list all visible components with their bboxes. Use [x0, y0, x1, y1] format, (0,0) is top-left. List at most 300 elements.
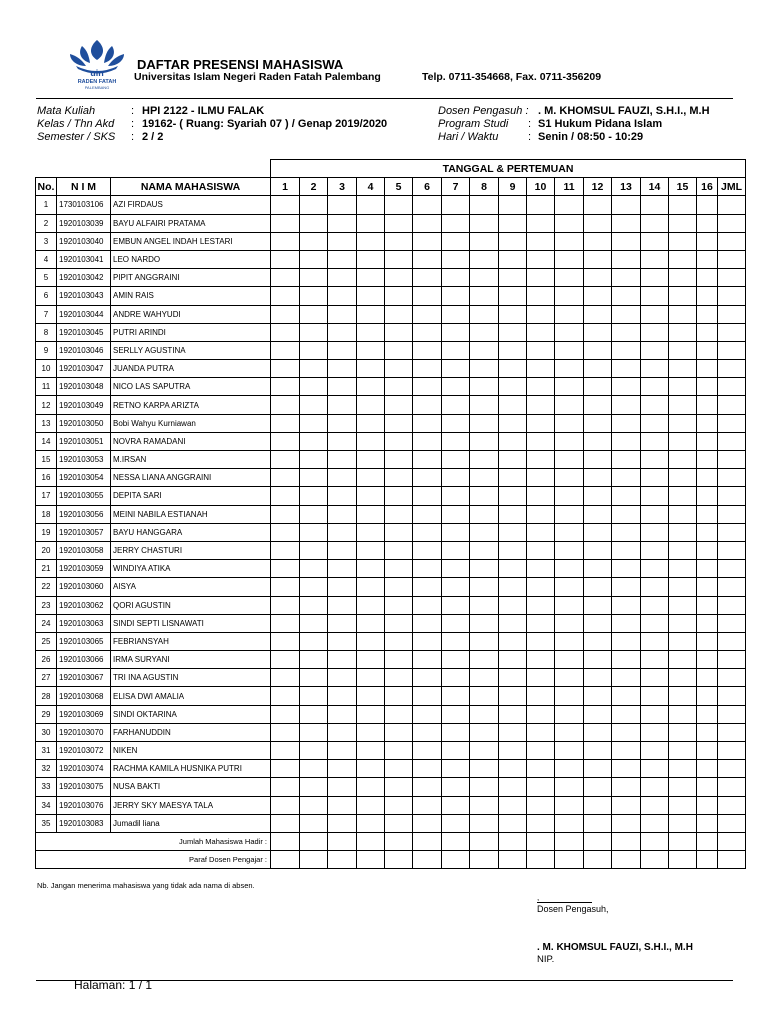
- attendance-cell: [555, 814, 584, 832]
- attendance-cell: [555, 796, 584, 814]
- attendance-cell: [271, 523, 300, 541]
- attendance-cell: [328, 632, 357, 650]
- jml-cell: [718, 323, 746, 341]
- attendance-cell: [669, 742, 697, 760]
- attendance-cell: [470, 196, 499, 214]
- attendance-cell: [612, 341, 641, 359]
- attendance-cell: [499, 596, 527, 614]
- attendance-cell: [697, 196, 718, 214]
- attendance-cell: [470, 360, 499, 378]
- attendance-cell: [328, 432, 357, 450]
- attendance-cell: [385, 760, 413, 778]
- table-row: [36, 614, 746, 632]
- student-name: SINDI OKTARINA: [111, 705, 271, 723]
- attendance-cell: [271, 250, 300, 268]
- attendance-cell: [385, 341, 413, 359]
- attendance-cell: [641, 505, 669, 523]
- attendance-cell: [499, 305, 527, 323]
- attendance-cell: [641, 778, 669, 796]
- attendance-cell: [357, 523, 385, 541]
- table-row: [36, 796, 746, 814]
- attendance-cell: [442, 360, 470, 378]
- info-row-lecturer: Dosen Pengasuh : . M. KHOMSUL FAUZI, S.H.I., M.H: [438, 105, 710, 117]
- attendance-cell: [357, 323, 385, 341]
- attendance-cell: [357, 669, 385, 687]
- attendance-cell: [442, 705, 470, 723]
- attendance-cell: [442, 341, 470, 359]
- attendance-cell: [527, 742, 555, 760]
- jml-cell: [718, 196, 746, 214]
- attendance-cell: [385, 287, 413, 305]
- attendance-cell: [300, 705, 328, 723]
- attendance-cell: [641, 487, 669, 505]
- attendance-cell: [385, 250, 413, 268]
- table-row: [36, 723, 746, 741]
- row-number: 13: [36, 414, 57, 432]
- attendance-cell: [697, 487, 718, 505]
- attendance-cell: [641, 614, 669, 632]
- student-name: M.IRSAN: [111, 451, 271, 469]
- attendance-cell: [499, 396, 527, 414]
- student-nim: 1920103045: [57, 323, 111, 341]
- attendance-cell: [357, 196, 385, 214]
- student-name: TRI INA AGUSTIN: [111, 669, 271, 687]
- attendance-cell: [527, 760, 555, 778]
- footer-cell: [612, 832, 641, 850]
- attendance-cell: [584, 432, 612, 450]
- attendance-cell: [413, 360, 442, 378]
- student-nim: 1920103069: [57, 705, 111, 723]
- attendance-cell: [357, 232, 385, 250]
- attendance-cell: [271, 705, 300, 723]
- attendance-cell: [612, 578, 641, 596]
- attendance-cell: [413, 614, 442, 632]
- attendance-cell: [300, 523, 328, 541]
- attendance-cell: [499, 196, 527, 214]
- attendance-cell: [641, 742, 669, 760]
- student-nim: 1920103043: [57, 287, 111, 305]
- attendance-cell: [612, 651, 641, 669]
- jml-cell: [718, 814, 746, 832]
- attendance-cell: [584, 396, 612, 414]
- attendance-cell: [527, 432, 555, 450]
- attendance-cell: [697, 305, 718, 323]
- attendance-cell: [470, 451, 499, 469]
- header-meeting: 14: [641, 178, 669, 196]
- attendance-cell: [499, 541, 527, 559]
- attendance-cell: [499, 269, 527, 287]
- attendance-cell: [328, 669, 357, 687]
- footer-row-label: Paraf Dosen Pengajar :: [36, 851, 271, 869]
- attendance-cell: [697, 396, 718, 414]
- attendance-cell: [612, 814, 641, 832]
- student-nim: 1920103051: [57, 432, 111, 450]
- footer-cell: [499, 851, 527, 869]
- attendance-cell: [470, 250, 499, 268]
- attendance-cell: [641, 760, 669, 778]
- info-row-class: Kelas / Thn Akd : 19162- ( Ruang: Syariah 07 ) / Genap 2019/2020: [37, 118, 388, 130]
- attendance-cell: [527, 360, 555, 378]
- attendance-cell: [328, 614, 357, 632]
- attendance-cell: [328, 232, 357, 250]
- attendance-cell: [300, 360, 328, 378]
- attendance-cell: [527, 505, 555, 523]
- attendance-cell: [357, 778, 385, 796]
- attendance-cell: [555, 214, 584, 232]
- jml-cell: [718, 632, 746, 650]
- attendance-cell: [612, 469, 641, 487]
- attendance-cell: [271, 414, 300, 432]
- header-no: No.: [36, 178, 57, 196]
- attendance-cell: [612, 560, 641, 578]
- jml-cell: [718, 341, 746, 359]
- attendance-cell: [413, 742, 442, 760]
- attendance-cell: [470, 742, 499, 760]
- signature-place-date: ,: [537, 893, 540, 902]
- student-name: AMIN RAIS: [111, 287, 271, 305]
- student-nim: 1920103041: [57, 250, 111, 268]
- uin-logo: [62, 36, 132, 92]
- table-row: [36, 196, 746, 214]
- jml-cell: [718, 487, 746, 505]
- attendance-cell: [271, 687, 300, 705]
- jml-cell: [718, 287, 746, 305]
- attendance-cell: [527, 705, 555, 723]
- table-row: [36, 669, 746, 687]
- attendance-cell: [612, 269, 641, 287]
- student-nim: 1920103067: [57, 669, 111, 687]
- attendance-cell: [442, 814, 470, 832]
- attendance-cell: [413, 796, 442, 814]
- attendance-cell: [669, 396, 697, 414]
- attendance-cell: [328, 742, 357, 760]
- attendance-cell: [470, 651, 499, 669]
- attendance-cell: [499, 614, 527, 632]
- student-nim: 1920103039: [57, 214, 111, 232]
- attendance-cell: [697, 651, 718, 669]
- attendance-cell: [697, 687, 718, 705]
- attendance-cell: [385, 705, 413, 723]
- attendance-cell: [385, 778, 413, 796]
- table-row: [36, 742, 746, 760]
- jml-cell: [718, 578, 746, 596]
- page-number: Halaman: 1 / 1: [74, 978, 153, 992]
- info-row-program: Program Studi : S1 Hukum Pidana Islam: [438, 118, 663, 130]
- attendance-cell: [357, 760, 385, 778]
- attendance-cell: [328, 814, 357, 832]
- attendance-cell: [328, 523, 357, 541]
- attendance-cell: [527, 541, 555, 559]
- attendance-cell: [527, 214, 555, 232]
- student-nim: 1920103053: [57, 451, 111, 469]
- table-row: [36, 651, 746, 669]
- attendance-cell: [499, 687, 527, 705]
- attendance-cell: [697, 578, 718, 596]
- attendance-cell: [584, 814, 612, 832]
- attendance-cell: [584, 378, 612, 396]
- attendance-cell: [385, 396, 413, 414]
- student-nim: 1920103062: [57, 596, 111, 614]
- attendance-cell: [584, 760, 612, 778]
- attendance-cell: [300, 578, 328, 596]
- attendance-cell: [357, 414, 385, 432]
- header-nim: N I M: [57, 178, 111, 196]
- student-name: MEINI NABILA ESTIANAH: [111, 505, 271, 523]
- attendance-cell: [442, 287, 470, 305]
- attendance-cell: [555, 305, 584, 323]
- attendance-cell: [499, 723, 527, 741]
- attendance-cell: [584, 687, 612, 705]
- attendance-cell: [697, 778, 718, 796]
- attendance-cell: [641, 451, 669, 469]
- attendance-cell: [641, 651, 669, 669]
- student-name: RACHMA KAMILA HUSNIKA PUTRI: [111, 760, 271, 778]
- attendance-cell: [328, 578, 357, 596]
- attendance-cell: [470, 705, 499, 723]
- row-number: 26: [36, 651, 57, 669]
- student-name: BAYU ALFAIRI PRATAMA: [111, 214, 271, 232]
- table-header-row: [36, 178, 746, 196]
- jml-cell: [718, 378, 746, 396]
- attendance-cell: [612, 378, 641, 396]
- attendance-cell: [442, 632, 470, 650]
- attendance-cell: [641, 232, 669, 250]
- footer-cell: [718, 851, 746, 869]
- attendance-cell: [328, 396, 357, 414]
- logo-raden-fatah-text: RADEN FATAH: [77, 79, 117, 85]
- table-row: [36, 287, 746, 305]
- attendance-cell: [470, 596, 499, 614]
- attendance-cell: [413, 432, 442, 450]
- jml-cell: [718, 796, 746, 814]
- footer-cell: [470, 832, 499, 850]
- table-row: [36, 341, 746, 359]
- student-nim: 1920103063: [57, 614, 111, 632]
- student-nim: 1920103058: [57, 541, 111, 559]
- attendance-cell: [527, 196, 555, 214]
- attendance-cell: [641, 287, 669, 305]
- attendance-cell: [413, 469, 442, 487]
- attendance-cell: [669, 505, 697, 523]
- attendance-cell: [641, 250, 669, 268]
- attendance-cell: [584, 196, 612, 214]
- attendance-cell: [641, 378, 669, 396]
- row-number: 14: [36, 432, 57, 450]
- attendance-cell: [357, 814, 385, 832]
- table-row: [36, 487, 746, 505]
- jml-cell: [718, 742, 746, 760]
- attendance-cell: [555, 578, 584, 596]
- attendance-cell: [300, 814, 328, 832]
- jml-cell: [718, 451, 746, 469]
- attendance-cell: [612, 196, 641, 214]
- student-nim: 1920103055: [57, 487, 111, 505]
- attendance-cell: [470, 414, 499, 432]
- attendance-cell: [499, 360, 527, 378]
- attendance-cell: [612, 432, 641, 450]
- attendance-cell: [555, 687, 584, 705]
- attendance-cell: [442, 469, 470, 487]
- attendance-cell: [442, 378, 470, 396]
- student-nim: 1920103050: [57, 414, 111, 432]
- footer-cell: [555, 832, 584, 850]
- attendance-cell: [385, 414, 413, 432]
- attendance-cell: [527, 723, 555, 741]
- header-meeting: 3: [328, 178, 357, 196]
- attendance-cell: [300, 323, 328, 341]
- attendance-cell: [641, 541, 669, 559]
- attendance-cell: [641, 723, 669, 741]
- attendance-cell: [697, 614, 718, 632]
- table-row: [36, 432, 746, 450]
- table-row: [36, 687, 746, 705]
- attendance-cell: [413, 414, 442, 432]
- attendance-cell: [300, 505, 328, 523]
- attendance-cell: [555, 614, 584, 632]
- attendance-cell: [584, 214, 612, 232]
- attendance-cell: [612, 778, 641, 796]
- attendance-cell: [385, 614, 413, 632]
- attendance-cell: [470, 487, 499, 505]
- attendance-cell: [328, 505, 357, 523]
- attendance-cell: [300, 250, 328, 268]
- attendance-cell: [555, 451, 584, 469]
- attendance-cell: [669, 360, 697, 378]
- footer-cell: [271, 851, 300, 869]
- attendance-cell: [555, 287, 584, 305]
- attendance-cell: [612, 323, 641, 341]
- attendance-cell: [328, 723, 357, 741]
- attendance-cell: [328, 705, 357, 723]
- attendance-cell: [555, 760, 584, 778]
- attendance-cell: [584, 287, 612, 305]
- attendance-cell: [470, 669, 499, 687]
- attendance-cell: [442, 396, 470, 414]
- signature-nip: NIP.: [537, 954, 555, 965]
- attendance-cell: [328, 269, 357, 287]
- attendance-cell: [669, 378, 697, 396]
- attendance-cell: [641, 396, 669, 414]
- attendance-cell: [271, 232, 300, 250]
- student-name: SINDI SEPTI LISNAWATI: [111, 614, 271, 632]
- attendance-cell: [300, 742, 328, 760]
- attendance-cell: [584, 341, 612, 359]
- attendance-cell: [612, 705, 641, 723]
- attendance-cell: [385, 578, 413, 596]
- attendance-cell: [271, 196, 300, 214]
- attendance-cell: [300, 396, 328, 414]
- table-row: [36, 250, 746, 268]
- attendance-cell: [470, 723, 499, 741]
- attendance-cell: [385, 432, 413, 450]
- attendance-cell: [612, 505, 641, 523]
- attendance-cell: [300, 378, 328, 396]
- attendance-cell: [300, 560, 328, 578]
- attendance-cell: [555, 196, 584, 214]
- attendance-cell: [300, 614, 328, 632]
- header-divider: [36, 98, 733, 99]
- row-number: 22: [36, 578, 57, 596]
- attendance-cell: [328, 323, 357, 341]
- attendance-cell: [641, 341, 669, 359]
- attendance-cell: [470, 396, 499, 414]
- attendance-cell: [470, 341, 499, 359]
- student-nim: 1920103068: [57, 687, 111, 705]
- attendance-cell: [442, 760, 470, 778]
- attendance-cell: [555, 705, 584, 723]
- student-name: NUSA BAKTI: [111, 778, 271, 796]
- document-title: DAFTAR PRESENSI MAHASISWA: [137, 57, 344, 72]
- attendance-cell: [697, 269, 718, 287]
- attendance-cell: [612, 250, 641, 268]
- attendance-cell: [555, 560, 584, 578]
- attendance-cell: [385, 360, 413, 378]
- attendance-cell: [357, 632, 385, 650]
- attendance-cell: [300, 632, 328, 650]
- student-name: AZI FIRDAUS: [111, 196, 271, 214]
- table-row: [36, 269, 746, 287]
- attendance-cell: [413, 487, 442, 505]
- info-row-schedule: Hari / Waktu : Senin / 08:50 - 10:29: [438, 131, 644, 143]
- attendance-cell: [641, 796, 669, 814]
- footer-cell: [357, 832, 385, 850]
- student-nim: 1730103106: [57, 196, 111, 214]
- logo-uin-text: uin: [90, 68, 104, 78]
- table-row: [36, 705, 746, 723]
- attendance-cell: [271, 432, 300, 450]
- attendance-cell: [669, 778, 697, 796]
- attendance-cell: [413, 341, 442, 359]
- attendance-cell: [527, 669, 555, 687]
- table-row: [36, 523, 746, 541]
- footer-cell: [669, 851, 697, 869]
- attendance-cell: [555, 669, 584, 687]
- attendance-cell: [555, 378, 584, 396]
- attendance-cell: [470, 469, 499, 487]
- attendance-cell: [271, 632, 300, 650]
- attendance-cell: [499, 250, 527, 268]
- attendance-cell: [697, 378, 718, 396]
- attendance-cell: [413, 250, 442, 268]
- attendance-cell: [442, 305, 470, 323]
- attendance-cell: [555, 778, 584, 796]
- attendance-cell: [357, 487, 385, 505]
- table-group-header-row: [36, 160, 746, 178]
- attendance-cell: [442, 269, 470, 287]
- attendance-cell: [442, 614, 470, 632]
- attendance-cell: [328, 287, 357, 305]
- attendance-cell: [669, 487, 697, 505]
- jml-cell: [718, 723, 746, 741]
- attendance-cell: [641, 523, 669, 541]
- jml-cell: [718, 269, 746, 287]
- attendance-cell: [697, 742, 718, 760]
- attendance-cell: [357, 796, 385, 814]
- attendance-cell: [271, 469, 300, 487]
- footer-cell: [527, 851, 555, 869]
- attendance-cell: [300, 432, 328, 450]
- jml-cell: [718, 614, 746, 632]
- attendance-cell: [271, 651, 300, 669]
- attendance-cell: [328, 360, 357, 378]
- attendance-cell: [584, 505, 612, 523]
- signature-name: . M. KHOMSUL FAUZI, S.H.I., M.H: [537, 942, 693, 953]
- attendance-cell: [385, 523, 413, 541]
- header-meeting: 15: [669, 178, 697, 196]
- attendance-cell: [357, 541, 385, 559]
- student-name: LEO NARDO: [111, 250, 271, 268]
- footer-cell: [385, 851, 413, 869]
